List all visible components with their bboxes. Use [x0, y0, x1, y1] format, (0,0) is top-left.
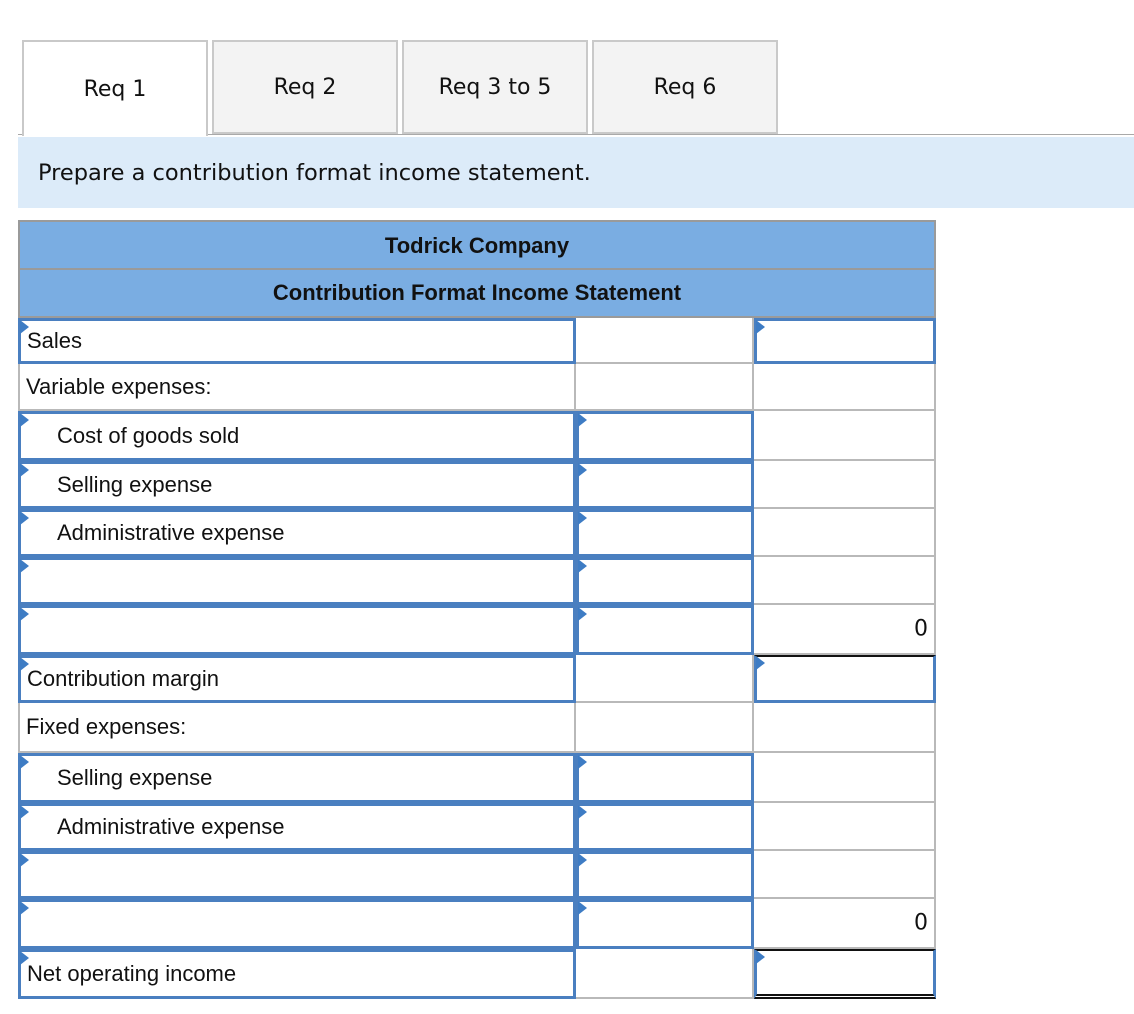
row-var-selling: [18, 461, 936, 509]
dropdown-arrow-icon: [20, 511, 29, 525]
dropdown-arrow-icon: [20, 901, 29, 915]
var-admin-col2: [754, 509, 936, 557]
tab-req-2[interactable]: [212, 40, 398, 134]
dropdown-arrow-icon: [578, 901, 587, 915]
dropdown-arrow-icon: [20, 413, 29, 427]
row-label: Selling expense: [57, 765, 213, 790]
dropdown-arrow-icon: [20, 853, 29, 867]
dropdown-arrow-icon: [756, 656, 765, 670]
row-label: Administrative expense: [57, 520, 285, 545]
var-admin-label-dropdown[interactable]: [18, 509, 576, 557]
fix-selling-label-dropdown[interactable]: [18, 753, 576, 803]
var-selling-amount-input[interactable]: [576, 461, 754, 509]
row-fix-admin: [18, 803, 936, 851]
total-value: 0: [914, 910, 928, 936]
dropdown-arrow-icon: [578, 805, 587, 819]
fix-extra2-label-dropdown[interactable]: [18, 899, 576, 949]
statement-title: Contribution Format Income Statement: [18, 270, 936, 318]
dropdown-arrow-icon: [756, 320, 765, 334]
row-var-extra-2: [18, 605, 936, 655]
fixed-expenses-total: [754, 899, 936, 949]
tab-bar: [18, 40, 1134, 136]
row-cogs: [18, 411, 936, 461]
row-fix-selling: [18, 753, 936, 803]
variable-expenses-label-cell: [18, 364, 576, 411]
instruction-banner: [18, 137, 1134, 208]
dropdown-arrow-icon: [20, 805, 29, 819]
fix-admin-amount-input[interactable]: [576, 803, 754, 851]
row-var-extra-1: [18, 557, 936, 605]
fix-extra1-col2: [754, 851, 936, 899]
fix-extra2-amount-input[interactable]: [576, 899, 754, 949]
cogs-col2: [754, 411, 936, 461]
tab-label: Req 2: [273, 74, 337, 100]
var-extra2-label-dropdown[interactable]: [18, 605, 576, 655]
row-fix-extra-1: [18, 851, 936, 899]
fixed-expenses-col1: [576, 703, 754, 753]
cogs-label-dropdown[interactable]: [18, 411, 576, 461]
fix-selling-amount-input[interactable]: [576, 753, 754, 803]
net-operating-income-amount-input[interactable]: [754, 949, 936, 999]
tab-label: Req 3 to 5: [438, 74, 552, 100]
row-contribution-margin: [18, 655, 936, 703]
var-selling-col2: [754, 461, 936, 509]
tab-req-6[interactable]: [592, 40, 778, 134]
dropdown-arrow-icon: [20, 463, 29, 477]
fix-admin-label-dropdown[interactable]: [18, 803, 576, 851]
tab-label: Req 1: [83, 76, 147, 102]
row-label: Contribution margin: [27, 666, 219, 691]
tab-req-3-to-5[interactable]: [402, 40, 588, 134]
fix-selling-col2: [754, 753, 936, 803]
var-selling-label-dropdown[interactable]: [18, 461, 576, 509]
row-label: Fixed expenses:: [26, 714, 187, 739]
sales-amount-input[interactable]: [754, 318, 936, 364]
total-value: 0: [914, 616, 928, 642]
dropdown-arrow-icon: [578, 559, 587, 573]
dropdown-arrow-icon: [578, 607, 587, 621]
row-label: Net operating income: [27, 961, 237, 986]
net-operating-income-label-dropdown[interactable]: [18, 949, 576, 999]
row-fix-extra-2: [18, 899, 936, 949]
income-statement-table: [18, 220, 936, 999]
fix-extra1-amount-input[interactable]: [576, 851, 754, 899]
row-fixed-expenses: [18, 703, 936, 753]
fix-extra1-label-dropdown[interactable]: [18, 851, 576, 899]
variable-expenses-total: [754, 605, 936, 655]
tab-req-1[interactable]: [22, 40, 208, 136]
dropdown-arrow-icon: [578, 755, 587, 769]
tab-label: Req 6: [653, 74, 717, 100]
fixed-expenses-col2: [754, 703, 936, 753]
dropdown-arrow-icon: [20, 607, 29, 621]
var-extra1-col2: [754, 557, 936, 605]
row-net-operating-income: [18, 949, 936, 999]
dropdown-arrow-icon: [578, 853, 587, 867]
contribution-margin-amount-input[interactable]: [754, 655, 936, 703]
row-label: Variable expenses:: [26, 373, 212, 399]
dropdown-arrow-icon: [578, 413, 587, 427]
variable-expenses-col1: [576, 364, 754, 411]
dropdown-arrow-icon: [756, 950, 765, 964]
var-extra1-label-dropdown[interactable]: [18, 557, 576, 605]
sales-col1: [576, 318, 754, 364]
dropdown-arrow-icon: [578, 511, 587, 525]
sales-label-dropdown[interactable]: [18, 318, 576, 364]
row-label: Cost of goods sold: [57, 423, 240, 448]
dropdown-arrow-icon: [20, 755, 29, 769]
cogs-amount-input[interactable]: [576, 411, 754, 461]
company-name: Todrick Company: [18, 220, 936, 270]
fix-admin-col2: [754, 803, 936, 851]
row-label: Sales: [27, 328, 83, 353]
contribution-margin-col1: [576, 655, 754, 703]
instruction-text: Prepare a contribution format income statement.: [38, 159, 591, 186]
fixed-expenses-label-cell: [18, 703, 576, 753]
row-sales: [18, 318, 936, 364]
var-extra2-amount-input[interactable]: [576, 605, 754, 655]
row-label: Selling expense: [57, 472, 213, 497]
row-label: Administrative expense: [57, 814, 285, 839]
var-extra1-amount-input[interactable]: [576, 557, 754, 605]
contribution-margin-label-dropdown[interactable]: [18, 655, 576, 703]
variable-expenses-col2: [754, 364, 936, 411]
row-var-admin: [18, 509, 936, 557]
var-admin-amount-input[interactable]: [576, 509, 754, 557]
row-variable-expenses: [18, 364, 936, 411]
dropdown-arrow-icon: [20, 559, 29, 573]
dropdown-arrow-icon: [578, 463, 587, 477]
net-operating-income-col1: [576, 949, 754, 999]
